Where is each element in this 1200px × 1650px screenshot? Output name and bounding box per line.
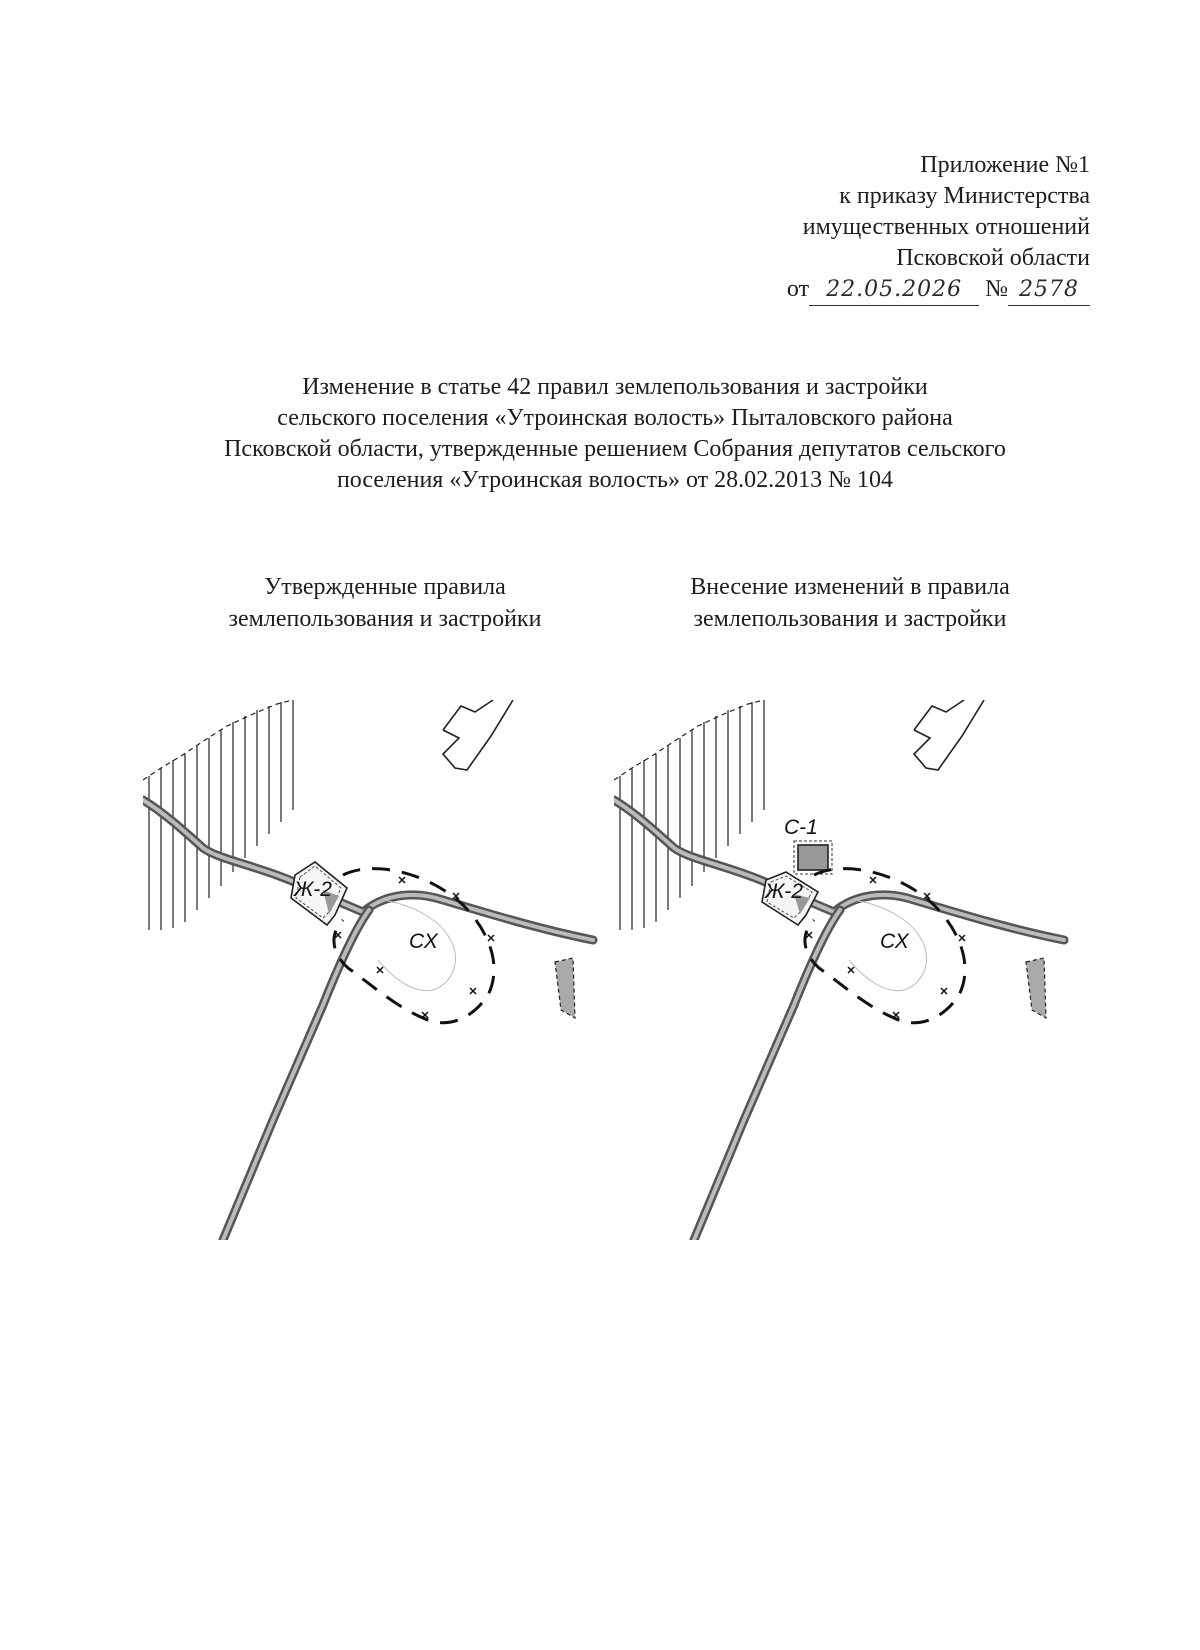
title-line-2: сельского поселения «Утроинская волость» Пыталовского района — [277, 405, 953, 431]
road-network — [143, 800, 593, 1240]
annex-order: к приказу Министерства — [839, 183, 1090, 209]
document-title — [150, 372, 1080, 496]
annex-region: Псковской области — [896, 245, 1090, 271]
zone-label-s1: С-1 — [784, 816, 818, 839]
date-prefix: от — [786, 276, 810, 302]
map-approved — [143, 700, 613, 1240]
zone-label-skh: СХ — [409, 930, 438, 953]
new-zone-s1 — [784, 816, 832, 874]
road-network — [614, 800, 1064, 1240]
title-line-1: Изменение в статье 42 правил землепользования и застройки — [302, 374, 928, 400]
title-line-4: поселения «Утроинская волость» от 28.02.2013 № 104 — [336, 467, 894, 493]
map-approved-svg — [143, 700, 613, 1240]
residential-zone-zh2 — [291, 862, 347, 925]
caption-left-line-2: землепользования и застройки — [228, 606, 542, 632]
annex-title: Приложение №1 — [920, 152, 1090, 178]
zone-label-zh2: Ж-2 — [765, 880, 803, 903]
residential-zone-zh2 — [762, 872, 818, 925]
parcel-outline — [914, 700, 984, 770]
building-fragment — [1026, 958, 1046, 1018]
map-amended — [614, 700, 1084, 1240]
zone-label-skh: СХ — [880, 930, 909, 953]
parcel-outline — [443, 700, 513, 770]
caption-right-line-1: Внесение изменений в правила — [690, 574, 1010, 600]
number-prefix: № — [985, 276, 1008, 302]
map-amended-svg — [614, 700, 1084, 1240]
caption-right-line-2: землепользования и застройки — [693, 606, 1007, 632]
building-fragment — [555, 958, 575, 1018]
caption-amended-rules — [660, 571, 1040, 635]
handwritten-date: 22.05.2026 — [809, 274, 979, 306]
handwritten-number: 2578 — [1008, 274, 1090, 306]
annex-ministry: имущественных отношений — [802, 214, 1090, 240]
annex-header — [670, 150, 1090, 306]
zone-label-zh2: Ж-2 — [294, 878, 332, 901]
annex-date-number — [670, 274, 1090, 306]
caption-left-line-1: Утвержденные правила — [264, 574, 506, 600]
title-line-3: Псковской области, утвержденные решением Собрания депутатов сельского — [224, 436, 1006, 462]
caption-approved-rules — [195, 571, 575, 635]
